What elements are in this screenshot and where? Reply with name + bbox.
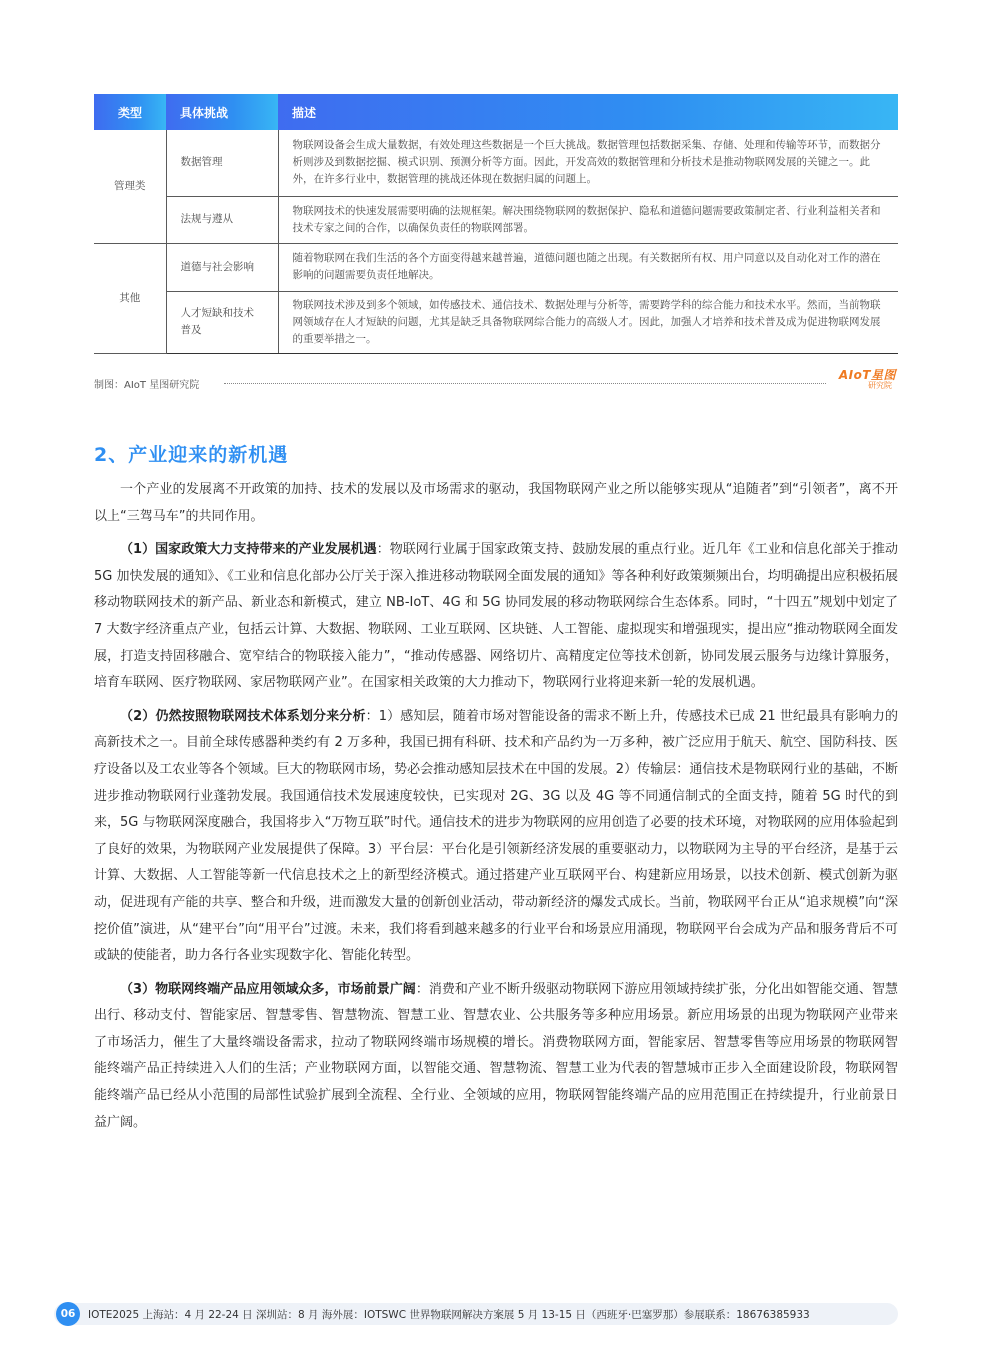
type-cell: 其他 [94,243,166,353]
challenge-cell: 道德与社会影响 [166,243,278,291]
description-cell: 随着物联网在我们生活的各个方面变得越来越普遍，道德问题也随之出现。有关数据所有权、用户同意以及自动化对工作的潜在影响的问题需要负责任地解决。 [278,243,898,291]
table-row [94,291,898,353]
paragraph-lead: （1）国家政策大力支持带来的产业发展机遇 [120,542,377,558]
logo-subtext: 研究院 [868,381,892,390]
paragraph-lead: （3）物联网终端产品应用领域众多，市场前景广阔 [120,981,416,997]
table-header-row [94,94,898,130]
table-caption [94,368,898,391]
page-number: 06 [56,1302,80,1326]
table-row [94,130,898,196]
challenge-cell: 人才短缺和技术普及 [166,291,278,353]
header-challenge: 具体挑战 [166,94,278,130]
paragraph-policy [94,537,898,697]
description-cell: 物联网技术的快速发展需要明确的法规框架。解决围绕物联网的数据保护、隐私和道德问题需要政策制定者、行业利益相关者和技术专家之间的合作，以确保负责任的物联网部署。 [278,196,898,243]
paragraph-technology [94,704,898,970]
paragraph-lead: （2）仍然按照物联网技术体系划分来分析 [120,708,366,724]
paragraph-text: ：1）感知层，随着市场对智能设备的需求不断上升，传感技术已成 21 世纪最具有影响力的高新技术之一。目前全球传感器种类约有 2 万多种，我国已拥有科研、技术和产品约为一万多种，被广泛应用于航天、航空、国防科技、医疗设备以及工农业等各个领域。巨大的物联网市场，势必会推动感知层技术在中国的发展。2）传输层：通信技术是物联网行业的基础，不断进步推动物联网行业蓬勃发展。我国通信技术发展速度较快，已实现对 2G、3G 以及 4G 等不同通信制式的全面支持，随着 5G 时代的到来，5G 与物联网深度融合，我国将步入“万物互联”时代。通信技术的进步为物联网的应用创造了必要的技术环境，对物联网的应用体验起到了良好的效果，为物联网产业发展提供了保障。3）平台层：平台化是引领新经济发展的重要驱动力，以物联网为主导的平台经济，是基于云计算、大数据、人工智能等新一代信息技术之上的新型经济模式。通过搭建产业互联网平台、构建新应用场景，以技术创新、模式创新为驱动，促进现有产能的共享、整合和升级，进而激发大量的创新创业活动，带动新经济的爆发式成长。当前，物联网平台正从“追求规模”向“深挖价值”演进，从“建平台”向“用平台”过渡。未来，我们将看到越来越多的行业平台和场景应用涌现，物联网平台会成为产品和服务背后不可或缺的使能者，助力各行各业实现数字化、智能化转型。 [94,708,898,964]
intro-paragraph: 一个产业的发展离不开政策的加持、技术的发展以及市场需求的驱动，我国物联网产业之所以能够实现从“追随者”到“引领者”，离不开以上“三驾马车”的共同作用。 [94,482,898,524]
table-row [94,243,898,291]
description-cell: 物联网设备会生成大量数据，有效处理这些数据是一个巨大挑战。数据管理包括数据采集、存储、处理和传输等环节，而数据分析则涉及到数据挖掘、模式识别、预测分析等方面。因此，开发高效的数据管理和分析技术是推动物联网发展的关键之一。此外，在许多行业中，数据管理的挑战还体现在数据归属的问题上。 [278,130,898,196]
paragraph-text: ：消费和产业不断升级驱动物联网下游应用领域持续扩张，分化出如智能交通、智慧出行、移动支付、智能家居、智慧零售、智慧物流、智慧工业、智慧农业、公共服务等多种应用场景。新应用场景的出现为物联网产业带来了市场活力，催生了大量终端设备需求，拉动了物联网终端市场规模的增长。消费物联网方面，智能家居、智慧零售等应用场景的物联网智能终端产品正持续进入人们的生活；产业物联网方面，以智能交通、智慧物流、智慧工业为代表的智慧城市正步入全面建设阶段，物联网智能终端产品已经从小范围的局部性试验扩展到全流程、全行业、全领域的应用，物联网智能终端产品的应用范围正在持续提升，行业前景日益广阔。 [94,981,898,1130]
paragraph-terminal [94,977,898,1137]
logo-text: AIoT星图 [838,368,896,382]
page-footer [54,1303,898,1325]
header-type: 类型 [94,94,166,130]
challenge-cell: 数据管理 [166,130,278,196]
footer-text: IOTE2025 上海站：4 月 22-24 日 深圳站：8 月 海外展：IOTSWC 世界物联网解决方案展 5 月 13-15 日（西班牙·巴塞罗那）参展联系：18676385933 [88,1309,810,1321]
aiot-logo [832,366,898,392]
caption-divider [224,383,826,384]
type-cell: 管理类 [94,130,166,243]
challenge-cell: 法规与遵从 [166,196,278,243]
challenges-table [94,94,898,354]
section-heading: 2、产业迎来的新机遇 [94,444,289,466]
section-body [94,477,898,1143]
description-cell: 物联网技术涉及到多个领域，如传感技术、通信技术、数据处理与分析等，需要跨学科的综合能力和技术水平。然而，当前物联网领域存在人才短缺的问题，尤其是缺乏具备物联网综合能力的高级人才。因此，加强人才培养和技术普及成为促进物联网发展的重要举措之一。 [278,291,898,353]
caption-label: 制图：AIoT 星图研究院 [94,380,200,391]
table-row [94,196,898,243]
paragraph-text: ：物联网行业属于国家政策支持、鼓励发展的重点行业。近几年《工业和信息化部关于推动 5G 加快发展的通知》、《工业和信息化部办公厅关于深入推进移动物联网全面发展的通知》等各种利好政策频频出台，均明确提出应积极拓展移动物联网技术的新产品、新业态和新模式，建立 NB-IoT、4G 和 5G 协同发展的移动物联网综合生态体系。同时，“十四五”规划中划定了 7 大数字经济重点产业，包括云计算、大数据、物联网、工业互联网、区块链、人工智能、虚拟现实和增强现实，提出应“推动物联网全面发展，打造支持固移融合、宽窄结合的物联接入能力”，“推动传感器、网络切片、高精度定位等技术创新，协同发展云服务与边缘计算服务，培育车联网、医疗物联网、家居物联网产业”。在国家相关政策的大力推动下，物联网行业将迎来新一轮的发展机遇。 [94,542,898,691]
header-description: 描述 [278,94,898,130]
